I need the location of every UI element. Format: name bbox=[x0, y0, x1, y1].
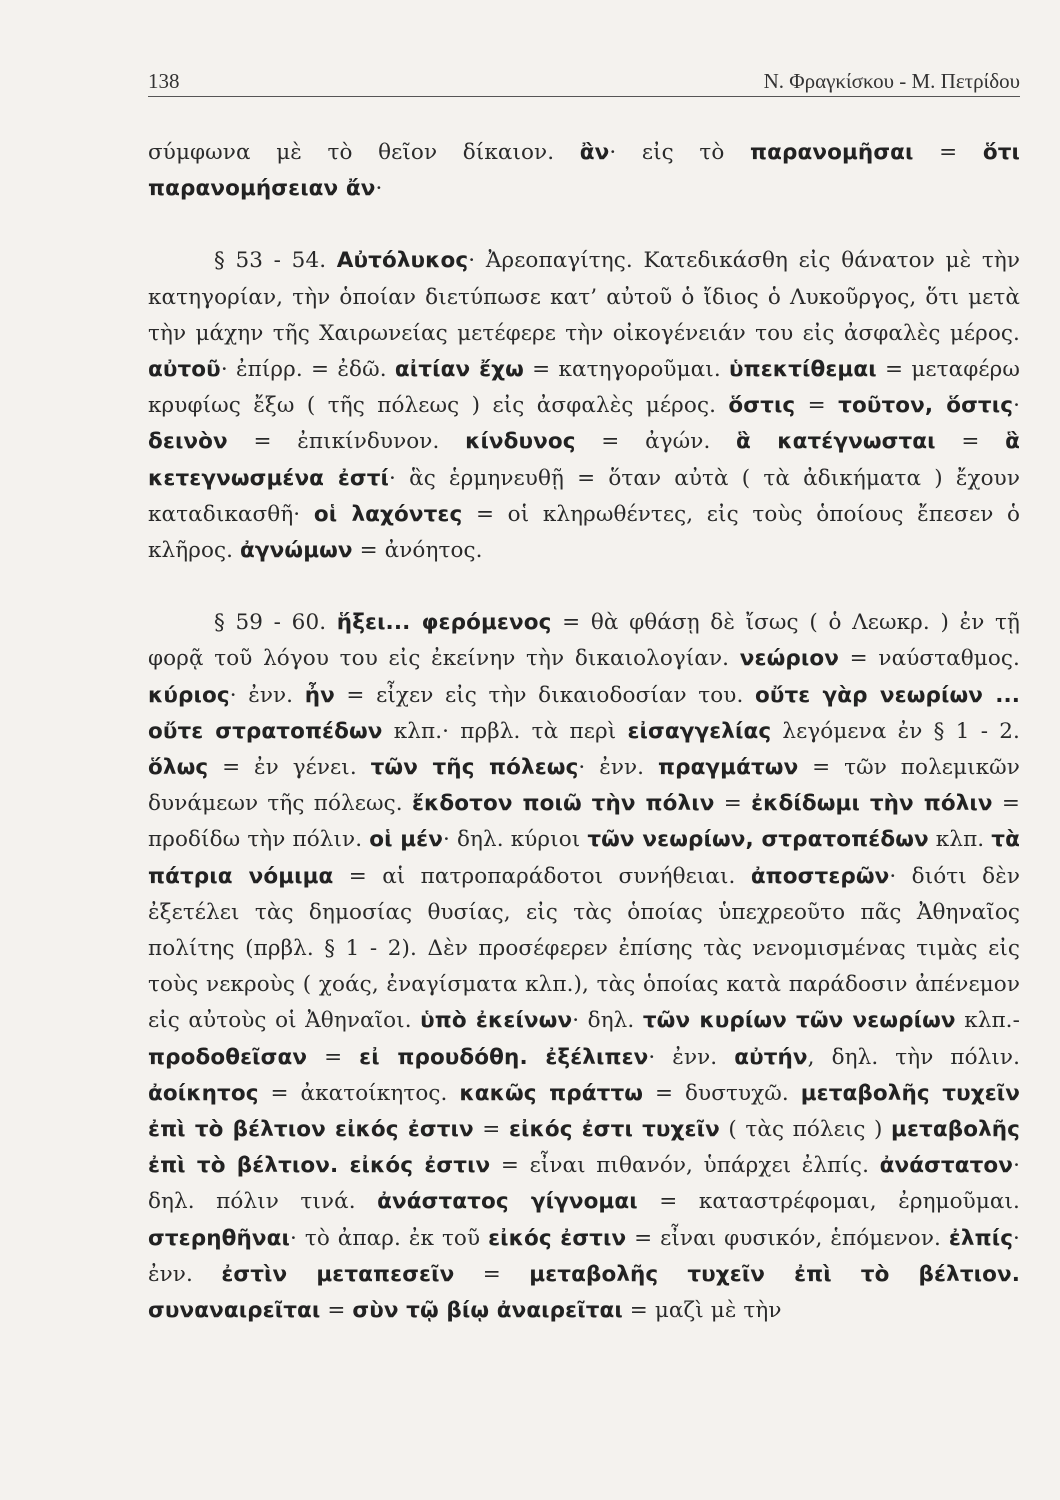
lemma-term: εἰκός ἐστι τυχεῖν bbox=[508, 1117, 720, 1143]
gloss-text: = ἀνόητος. bbox=[352, 538, 483, 564]
gloss-text: = bbox=[935, 429, 1006, 455]
lemma-term: τῶν κυρίων τῶν νεωρίων bbox=[642, 1008, 956, 1034]
gloss-text: , δηλ. τὴν πόλιν. bbox=[807, 1044, 1021, 1070]
lemma-term: τὰ πάτρια νόμιμα bbox=[148, 827, 1020, 889]
gloss-text: · ἐνν. bbox=[148, 1225, 1020, 1287]
lemma-term: εἰκός ἐστιν bbox=[488, 1225, 627, 1251]
gloss-text: · ἐνν. bbox=[229, 682, 305, 708]
gloss-text: ( τὰς πόλεις ) bbox=[719, 1117, 892, 1143]
lemma-term: πραγμάτων bbox=[657, 755, 799, 781]
lemma-term: ἀνάστατος γίγνομαι bbox=[377, 1189, 638, 1215]
gloss-text: = τῶν πολεμικῶν δυνάμεων τῆς πόλεως. bbox=[148, 755, 1020, 817]
gloss-text: = μαζὶ μὲ τὴν bbox=[622, 1298, 782, 1324]
gloss-text: = προδίδω τὴν πόλιν. bbox=[148, 791, 1020, 853]
gloss-text: = αἱ πατροπαράδοτοι συνήθειαι. bbox=[333, 863, 751, 889]
gloss-text: · δηλ. bbox=[572, 1008, 643, 1034]
gloss-text: = θὰ φθάσῃ δὲ ἴσως ( ὁ Λεωκρ. ) ἐν τῇ φορᾷ τοῦ λόγου του εἰς ἐκείνην τὴν δικαιολογίαν. bbox=[148, 610, 1020, 672]
lemma-term: ἦν bbox=[304, 682, 335, 708]
gloss-text: = bbox=[795, 393, 839, 419]
page bbox=[148, 60, 1020, 1329]
gloss-text: · διότι δὲν ἐξετέλει τὰς δημοσίας θυσίας, εἰς τὰς ὁποίας ὑπεχρεοῦτο πᾶς Ἀθηναῖος πολίτης (πρβλ. § 1 - 2). Δὲν προσέφερεν ἐπίσης τὰς νενομισμένας τιμὰς εἰς τοὺς νεκροὺς ( χοάς, ἐναγίσματα κλπ.), τὰς ὁποίας κατὰ παράδοσιν ἀπένεμον εἰς αὐτοὺς οἱ Ἀθηναῖοι. bbox=[148, 863, 1021, 1034]
lemma-term: μεταβολῆς ἐπὶ τὸ βέλτιον. εἰκός ἐστιν bbox=[148, 1117, 1021, 1179]
lemma-term: ὑπεκτίθεμαι bbox=[729, 357, 877, 383]
lemma-term: ἂν bbox=[579, 140, 610, 165]
gloss-text: · bbox=[375, 176, 383, 202]
running-header bbox=[148, 60, 1020, 97]
gloss-text: · τὸ ἀπαρ. ἐκ τοῦ bbox=[290, 1225, 489, 1251]
gloss-text: · δηλ. πόλιν τινά. bbox=[148, 1153, 1020, 1215]
gloss-text: · bbox=[1013, 393, 1020, 419]
lemma-term: τοῦτον, ὅστις bbox=[838, 393, 1014, 419]
gloss-text: = bbox=[320, 1298, 353, 1324]
gloss-text: λεγόμενα ἐν § 1 - 2. bbox=[771, 718, 1020, 744]
gloss-text: = ἀκατοίκητος. bbox=[258, 1080, 460, 1106]
gloss-text: = bbox=[913, 140, 983, 165]
gloss-text: = καταστρέφομαι, ἐρημοῦμαι. bbox=[637, 1189, 1020, 1215]
gloss-text: § 59 - 60. bbox=[214, 610, 337, 636]
lemma-term: κύριος bbox=[148, 682, 230, 708]
gloss-text: κλπ. bbox=[928, 827, 992, 853]
paragraph bbox=[148, 243, 1020, 569]
lemma-term: νεώριον bbox=[739, 646, 839, 672]
gloss-text: · εἰς τὸ bbox=[609, 140, 751, 165]
gloss-text: = εἶναι πιθανόν, ὑπάρχει ἐλπίς. bbox=[490, 1153, 880, 1179]
gloss-text: = ἀγών. bbox=[575, 429, 737, 455]
lemma-term: ὅστις bbox=[728, 393, 796, 419]
gloss-text: = οἱ κληρωθέντες, εἰς τοὺς ὁποίους ἔπεσεν ὁ κλῆρος. bbox=[148, 501, 1021, 564]
gloss-text: = ἐν γένει. bbox=[208, 755, 371, 781]
lemma-term: οἱ λαχόντες bbox=[313, 501, 463, 527]
lemma-term: ἥξει... φερόμενος bbox=[336, 610, 552, 636]
lemma-term: κίνδυνος bbox=[465, 429, 576, 455]
lemma-term: αὐτοῦ bbox=[148, 357, 221, 383]
lemma-term: στερηθῆναι bbox=[148, 1225, 290, 1251]
gloss-text: = ἐπικίνδυνον. bbox=[227, 429, 466, 455]
lemma-term: δεινὸν bbox=[148, 429, 228, 455]
lemma-term: μεταβολῆς τυχεῖν ἐπὶ τὸ βέλτιον εἰκός ἐστιν bbox=[148, 1080, 1020, 1143]
lemma-term: ἀοίκητος bbox=[148, 1080, 259, 1106]
gloss-text: = bbox=[307, 1044, 360, 1070]
lemma-term: τῶν νεωρίων, στρατοπέδων bbox=[587, 827, 929, 853]
lemma-term: ὅλως bbox=[148, 755, 209, 781]
lemma-term: αὐτήν bbox=[734, 1044, 808, 1070]
lemma-term: ἃ κετεγνωσμένα ἐστί bbox=[148, 429, 1020, 491]
lemma-term: ὅτι παρανομήσειαν ἄν bbox=[148, 140, 1021, 202]
gloss-text: = μεταφέρω κρυφίως ἔξω ( τῆς πόλεως ) εἰς ἀσφαλὲς μέρος. bbox=[148, 357, 1021, 419]
lemma-term: ἀνάστατον bbox=[879, 1153, 1014, 1179]
lemma-term: παρανομῆσαι bbox=[750, 140, 914, 165]
lemma-term: αἰτίαν ἔχω bbox=[394, 357, 524, 383]
gloss-text: = εἶχεν εἰς τὴν δικαιοδοσίαν του. bbox=[334, 682, 755, 708]
paragraph bbox=[148, 135, 1020, 207]
lemma-term: ἐκδίδωμι τὴν πόλιν bbox=[751, 791, 993, 817]
lemma-term: οὔτε γὰρ νεωρίων ... οὔτε στρατοπέδων bbox=[148, 682, 1021, 744]
lemma-term: ὑπὸ ἐκείνων bbox=[420, 1008, 573, 1034]
gloss-text: = ναύσταθμος. bbox=[838, 646, 1020, 672]
gloss-text: σύμφωνα μὲ τὸ θεῖον δίκαιον. bbox=[148, 140, 580, 165]
gloss-text: · ἐνν. bbox=[578, 755, 658, 781]
gloss-text: § 53 - 54. bbox=[214, 248, 337, 274]
gloss-text: κλπ.· πρβλ. τὰ περὶ bbox=[382, 718, 628, 744]
lemma-term: προδοθεῖσαν bbox=[148, 1044, 308, 1070]
lemma-term: κακῶς πράττω bbox=[459, 1080, 644, 1106]
gloss-text: = δυστυχῶ. bbox=[643, 1080, 801, 1106]
lemma-term: ἔκδοτον ποιῶ τὴν πόλιν bbox=[411, 791, 715, 817]
gloss-text: · δηλ. κύριοι bbox=[443, 827, 588, 853]
page-number: 138 bbox=[148, 69, 180, 93]
lemma-term: εἰ προυδόθη. ἐξέλιπεν bbox=[359, 1044, 649, 1070]
lemma-term: μεταβολῆς τυχεῖν ἐπὶ τὸ βέλτιον. συναναιρεῖται bbox=[148, 1261, 1021, 1324]
lemma-term: Αὐτόλυκος bbox=[336, 248, 469, 274]
gloss-text: = bbox=[454, 1261, 530, 1287]
gloss-text: = bbox=[473, 1117, 509, 1143]
lemma-term: ἀγνώμων bbox=[240, 538, 353, 564]
gloss-text: = κατηγοροῦμαι. bbox=[523, 357, 730, 383]
lemma-term: τῶν τῆς πόλεως bbox=[370, 755, 579, 781]
gloss-text: · ἐπίρρ. = ἐδῶ. bbox=[220, 357, 395, 383]
gloss-text: · ἃς ἑρμηνευθῇ = ὅταν αὐτὰ ( τὰ ἀδικήματα ) ἔχουν καταδικασθῆ· bbox=[148, 465, 1020, 527]
lemma-term: εἰσαγγελίας bbox=[627, 718, 772, 744]
lemma-term: σὺν τῷ βίῳ ἀναιρεῖται bbox=[352, 1298, 623, 1324]
lemma-term: ἃ κατέγνωσται bbox=[736, 429, 936, 455]
gloss-text: = bbox=[714, 791, 752, 817]
lemma-term: ἀποστερῶν bbox=[750, 863, 890, 889]
lemma-term: οἱ μέν bbox=[369, 827, 443, 853]
running-title: Ν. Φραγκίσκου - Μ. Πετρίδου bbox=[763, 69, 1020, 93]
lemma-term: ἐστὶν μεταπεσεῖν bbox=[221, 1261, 455, 1287]
gloss-text: · Ἀρεοπαγίτης. Κατεδικάσθη εἰς θάνατον μὲ τὴν κατηγορίαν, τὴν ὁποίαν διετύπωσε κατ’ αὐτοῦ ὁ ἴδιος ὁ Λυκοῦργος, ὅτι μετὰ τὴν μάχην τῆς Χαιρωνείας μετέφερε τὴν οἰκογένειάν του εἰς ἀσφαλὲς μέρος. bbox=[148, 248, 1020, 346]
lemma-term: ἐλπίς bbox=[948, 1225, 1014, 1251]
paragraph bbox=[148, 605, 1020, 1329]
gloss-text: · ἐνν. bbox=[648, 1044, 735, 1070]
commentary-text bbox=[148, 135, 1020, 1329]
gloss-text: = εἶναι φυσικόν, ἑπόμενον. bbox=[626, 1225, 949, 1251]
gloss-text: κλπ.- bbox=[955, 1008, 1020, 1034]
